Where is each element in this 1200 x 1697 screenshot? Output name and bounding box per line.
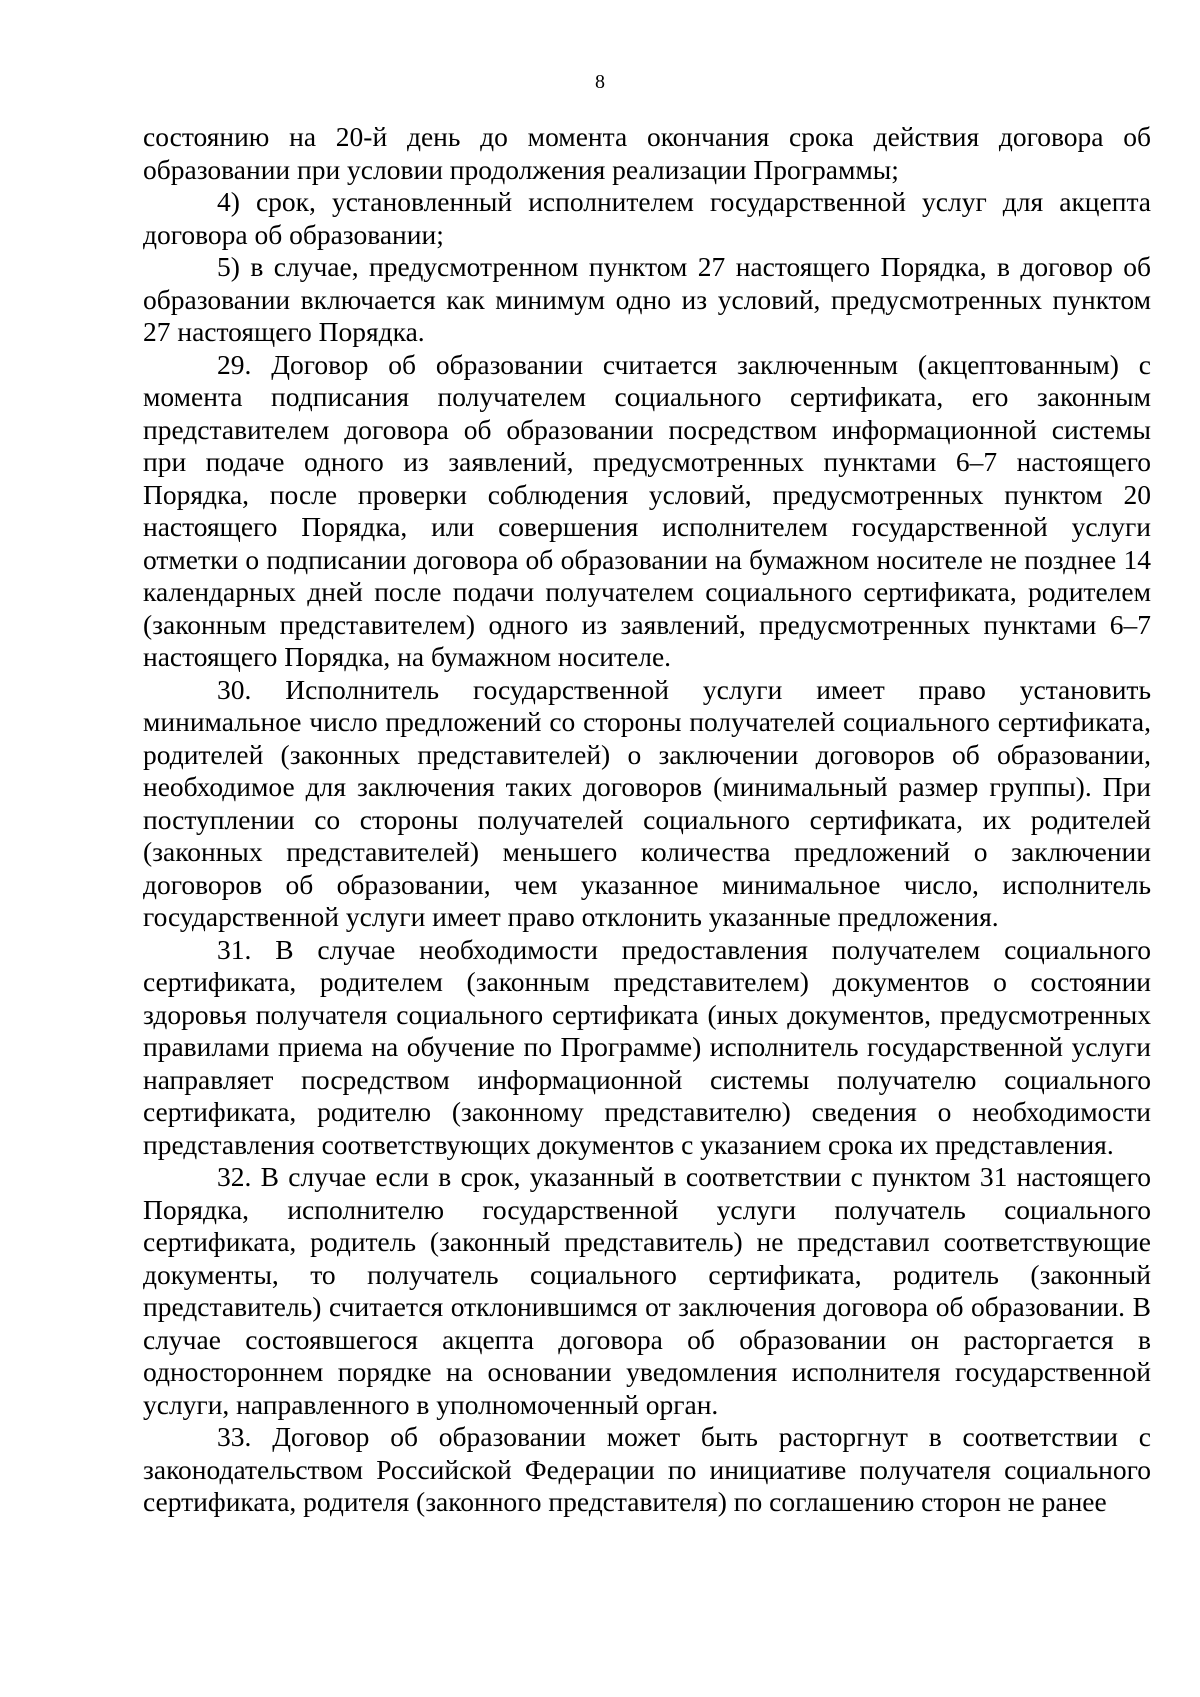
document-body [143, 121, 1151, 1519]
page-number: 8 [595, 71, 605, 93]
paragraph-clause-32: 32. В случае если в срок, указанный в соответствии с пунктом 31 настоящего Порядка, исполнителю государственной услуги получатель социального сертификата, родитель (законный представитель) не представил соответствующие документы, то получатель социального сертификата, родитель (законный представитель) считается отклонившимся от заключения договора об образовании. В случае состоявшегося акцепта договора об образовании он расторгается в одностороннем порядке на основании уведомления исполнителя государственной услуги, направленного в уполномоченный орган. [143, 1161, 1151, 1420]
paragraph-item-4: 4) срок, установленный исполнителем государственной услуг для акцепта договора об образовании; [143, 186, 1151, 250]
paragraph-clause-31: 31. В случае необходимости предоставления получателем социального сертификата, родителем (законным представителем) документов о состоянии здоровья получателя социального сертификата (иных документов, предусмотренных правилами приема на обучение по Программе) исполнитель государственной услуги направляет посредством информационной системы получателю социального сертификата, родителю (законному представителю) сведения о необходимости представления соответствующих документов с указанием срока их представления. [143, 933, 1151, 1160]
paragraph-clause-33: 33. Договор об образовании может быть расторгнут в соответствии с законодательством Российской Федерации по инициативе получателя социального сертификата, родителя (законного представителя) по соглашению сторон не ранее [143, 1421, 1151, 1517]
paragraph-continuation: состоянию на 20-й день до момента окончания срока действия договора об образовании при условии продолжения реализации Программы; [143, 121, 1151, 185]
paragraph-item-5: 5) в случае, предусмотренном пунктом 27 настоящего Порядка, в договор об образовании включается как минимум одно из условий, предусмотренных пунктом 27 настоящего Порядка. [143, 251, 1151, 347]
paragraph-clause-30: 30. Исполнитель государственной услуги имеет право установить минимальное число предложений со стороны получателей социального сертификата, родителей (законных представителей) о заключении договоров об образовании, необходимое для заключения таких договоров (минимальный размер группы). При поступлении со стороны получателей социального сертификата, их родителей (законных представителей) меньшего количества предложений о заключении договоров об образовании, чем указанное минимальное число, исполнитель государственной услуги имеет право отклонить указанные предложения. [143, 673, 1151, 932]
paragraph-clause-29: 29. Договор об образовании считается заключенным (акцептованным) с момента подписания получателем социального сертификата, его законным представителем договора об образовании посредством информационной системы при подаче одного из заявлений, предусмотренных пунктами 6–7 настоящего Порядка, после проверки соблюдения условий, предусмотренных пунктом 20 настоящего Порядка, или совершения исполнителем государственной услуги отметки о подписании договора об образовании на бумажном носителе не позднее 14 календарных дней после подачи получателем социального сертификата, родителем (законным представителем) одного из заявлений, предусмотренных пунктами 6–7 настоящего Порядка, на бумажном носителе. [143, 348, 1151, 672]
